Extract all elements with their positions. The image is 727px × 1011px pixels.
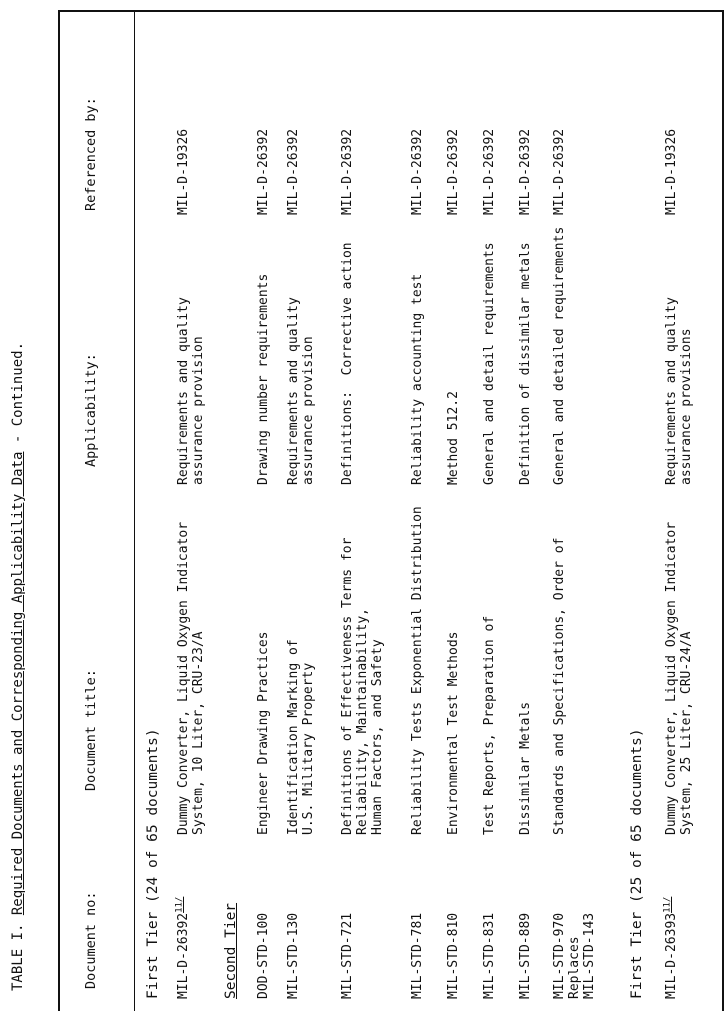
section-heading	[144, 728, 162, 999]
footnote-ref: 11/	[174, 896, 185, 913]
applicability-cell: Requirements and quality assurance provision	[286, 297, 316, 485]
doc-title-cell: Dummy Converter, Liquid Oxygen Indicator System, 10 Liter, CRU-23/A	[176, 521, 206, 835]
doc-title-cell: Engineer Drawing Practices	[256, 631, 271, 835]
header-document-title: Document title:	[83, 669, 99, 791]
doc-number-cell: MIL-STD-970 Replaces MIL-STD-143	[552, 912, 597, 999]
section-label: First Tier (25 of 65 documents)	[629, 728, 645, 999]
doc-title-cell: Dummy Converter, Liquid Oxygen Indicator System, 25 Liter, CRU-24/A	[664, 521, 694, 835]
doc-number-cell: MIL-STD-889	[518, 912, 533, 999]
referenced-by-cell: MIL-D-26392	[286, 128, 301, 215]
section-heading	[628, 728, 646, 999]
referenced-by-cell: MIL-D-19326	[664, 128, 679, 215]
section-label: Second Tier	[223, 902, 239, 999]
header-document-no: Document no:	[83, 891, 99, 989]
applicability-cell: Method 512.2	[446, 391, 461, 485]
referenced-by-cell: MIL-D-26392	[410, 128, 425, 215]
applicability-cell: Definition of dissimilar metals	[518, 242, 533, 485]
doc-number-cell	[176, 897, 191, 999]
caption-suffix: - Continued.	[10, 341, 26, 452]
header-rule	[134, 10, 135, 1011]
referenced-by-cell: MIL-D-26392	[446, 128, 461, 215]
referenced-by-cell: MIL-D-26392	[552, 128, 567, 215]
doc-title-cell: Test Reports, Preparation of	[482, 615, 497, 835]
doc-number-cell: MIL-STD-721	[340, 912, 355, 999]
doc-number-cell: MIL-STD-130	[286, 912, 301, 999]
caption-prefix: TABLE I.	[10, 915, 26, 991]
doc-title-cell: Dissimilar Metals	[518, 701, 533, 835]
referenced-by-cell: MIL-D-19326	[176, 128, 191, 215]
section-heading	[222, 903, 240, 999]
doc-number: MIL-D-26392	[176, 912, 191, 999]
caption-title: Required Documents and Corresponding Applicability Data	[10, 451, 26, 916]
applicability-cell: Drawing number requirements	[256, 273, 271, 485]
referenced-by-cell: MIL-D-26392	[256, 128, 271, 215]
doc-number-cell: MIL-STD-810	[446, 912, 461, 999]
referenced-by-cell: MIL-D-26392	[482, 128, 497, 215]
table-caption	[4, 51, 32, 991]
doc-title-cell: Standards and Specifications, Order of	[552, 537, 567, 835]
doc-number-cell: MIL-STD-831	[482, 912, 497, 999]
applicability-cell: Requirements and quality assurance provisions	[664, 297, 694, 485]
doc-number-cell: MIL-STD-781	[410, 912, 425, 999]
footnote-ref: 11/	[662, 896, 673, 913]
section-label: First Tier (24 of 65 documents)	[145, 728, 161, 999]
applicability-cell: Requirements and quality assurance provision	[176, 297, 206, 485]
applicability-cell: General and detail requirements	[482, 242, 497, 485]
doc-title-cell: Environmental Test Methods	[446, 631, 461, 835]
referenced-by-cell: MIL-D-26392	[518, 128, 533, 215]
applicability-cell: Reliability accounting test	[410, 273, 425, 485]
header-applicability: Applicability:	[83, 353, 99, 467]
doc-title-cell: Identification Marking of U.S. Military Property	[286, 639, 316, 835]
applicability-cell: General and detailed requirements	[552, 226, 567, 485]
doc-number-cell	[664, 897, 679, 999]
doc-title-cell: Reliability Tests Exponential Distribution	[410, 506, 425, 835]
header-referenced-by: Referenced by:	[83, 97, 99, 211]
doc-number-cell: DOD-STD-100	[256, 912, 271, 999]
doc-title-cell: Definitions of Effectiveness Terms for Reliability, Maintainability, Human Factors, and Safety	[340, 537, 385, 835]
doc-number: MIL-D-26393	[664, 912, 679, 999]
referenced-by-cell: MIL-D-26392	[340, 128, 355, 215]
applicability-cell: Definitions: Corrective action	[340, 242, 355, 485]
